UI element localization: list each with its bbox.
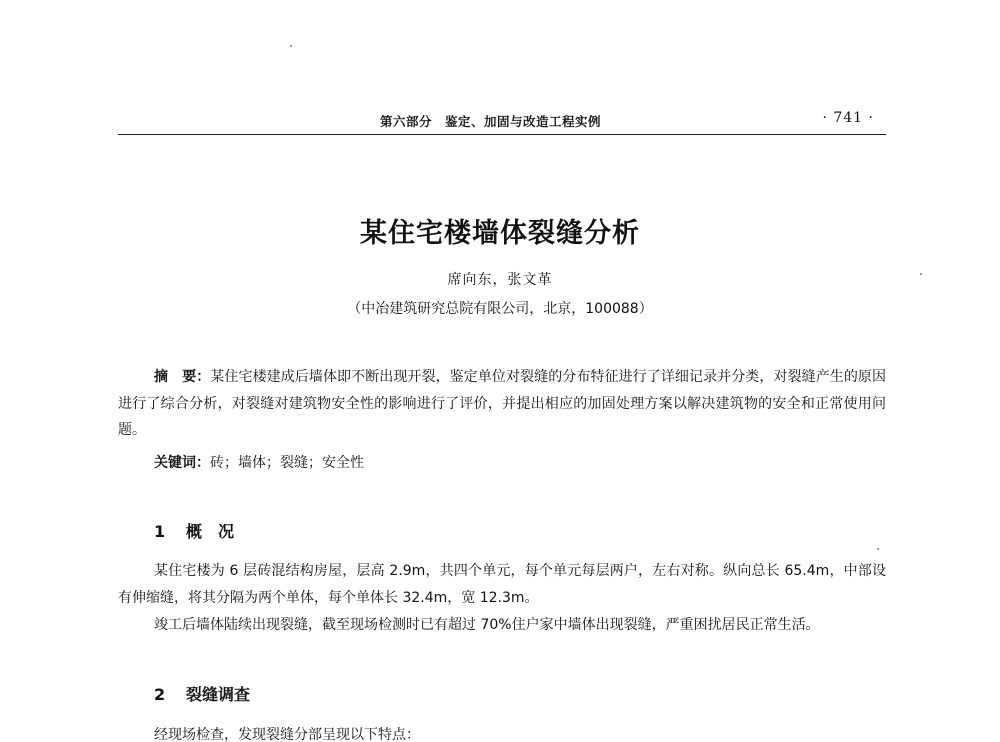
keywords [154, 450, 364, 476]
abstract-text: 某住宅楼建成后墙体即不断出现开裂，鉴定单位对裂缝的分布特征进行了详细记录并分类，对裂缝产生的原因进行了综合分析，对裂缝对建筑物安全性的影响进行了评价，并提出相应的加固处理方案以解决建筑物的安全和正常使用问题。 [118, 369, 887, 438]
section-heading [154, 519, 234, 542]
section-title: 概 况 [186, 522, 235, 541]
body-paragraph: 竣工后墙体陆续出现裂缝，截至现场检测时已有超过 70%住户家中墙体出现裂缝，严重困扰居民正常生活。 [154, 617, 820, 633]
scan-speck [877, 548, 879, 550]
header-section-title: 第六部分 鉴定、加固与改造工程实例 [380, 114, 602, 129]
article-title: 某住宅楼墙体裂缝分析 [360, 218, 640, 249]
abstract [118, 364, 886, 444]
keywords-label: 关键词： [154, 455, 210, 471]
running-header [118, 108, 886, 135]
scan-speck [920, 273, 922, 275]
section-number: 1 [154, 522, 166, 541]
section-heading [154, 682, 250, 705]
article-affiliation: （中冶建筑研究总院有限公司，北京，100088） [347, 301, 653, 317]
section-number: 2 [154, 685, 166, 704]
header-page-number: · 741 · [822, 110, 874, 126]
abstract-label: 摘 要： [154, 369, 211, 385]
article-authors: 席向东，张文革 [447, 272, 553, 288]
scan-speck [290, 45, 292, 47]
keywords-text: 砖；墙体；裂缝；安全性 [210, 455, 364, 471]
body-paragraph: 经现场检查，发现裂缝分部呈现以下特点： [154, 727, 420, 742]
section-title: 裂缝调查 [186, 685, 251, 704]
body-paragraph: 某住宅楼为 6 层砖混结构房屋，层高 2.9m，共四个单元，每个单元每层两户，左右对称。纵向总长 65.4m，中部设有伸缩缝，将其分隔为两个单体，每个单体长 32.4m，宽 12.3m。 [118, 563, 886, 606]
